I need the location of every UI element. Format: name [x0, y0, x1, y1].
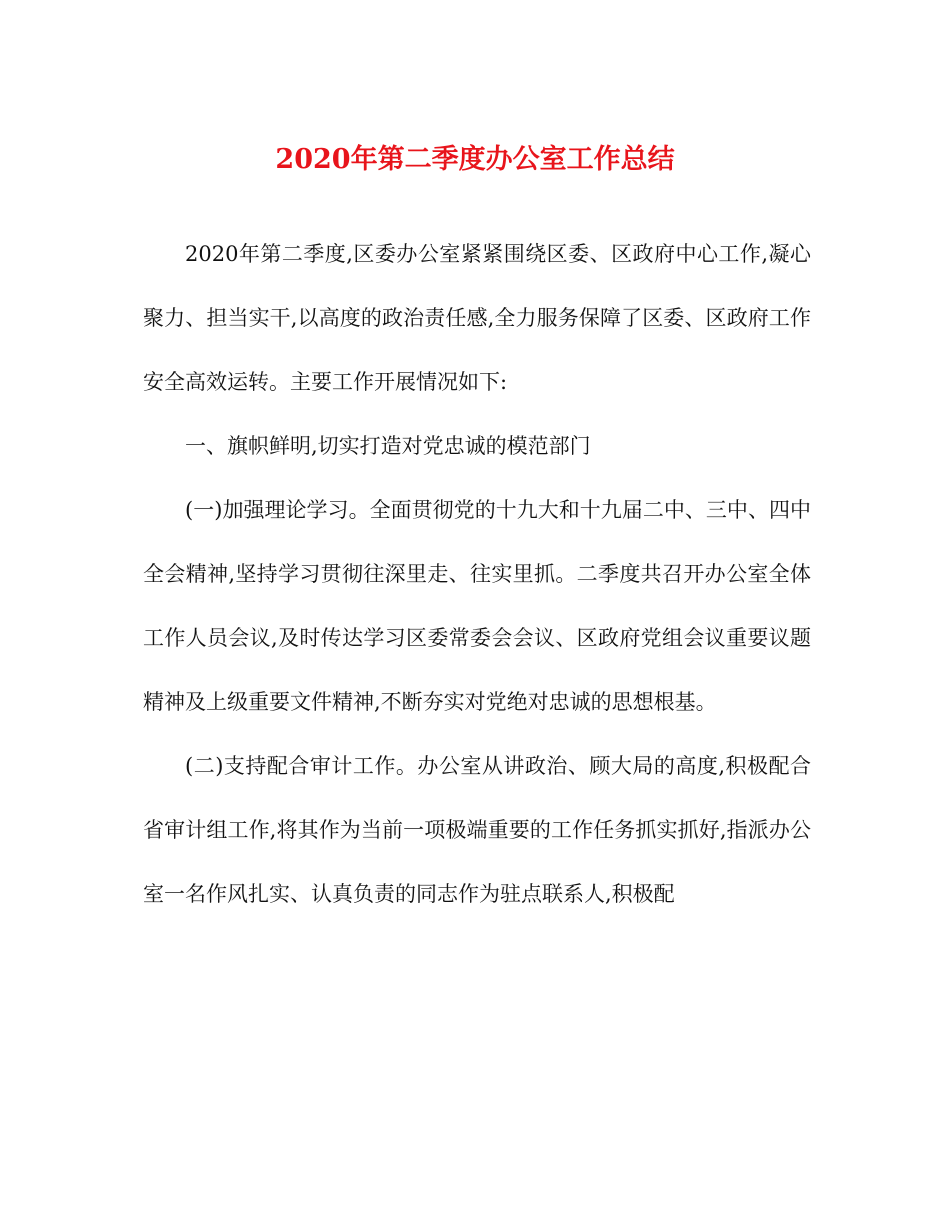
- section-heading-1: 一、旗帜鲜明,切实打造对党忠诚的模范部门: [185, 434, 591, 458]
- document-body: [143, 222, 811, 926]
- paragraph-theory-study: (一)加强理论学习。全面贯彻党的十九大和十九届二中、三中、四中全会精神,坚持学习贯彻往深里走、往实里抓。二季度共召开办公室全体工作人员会议,及时传达学习区委常委会会议、区政府党组会议重要议题精神及上级重要文件精神,不断夯实对党绝对忠诚的思想根基。: [143, 498, 811, 714]
- paragraph-intro: 2020年第二季度,区委办公室紧紧围绕区委、区政府中心工作,凝心聚力、担当实干,以高度的政治责任感,全力服务保障了区委、区政府工作安全高效运转。主要工作开展情况如下:: [143, 242, 811, 394]
- paragraph-audit-support: (二)支持配合审计工作。办公室从讲政治、顾大局的高度,积极配合省审计组工作,将其作为当前一项极端重要的工作任务抓实抓好,指派办公室一名作风扎实、认真负责的同志作为驻点联系人,积极配: [143, 754, 811, 906]
- document-title: 2020年第二季度办公室工作总结: [275, 144, 675, 175]
